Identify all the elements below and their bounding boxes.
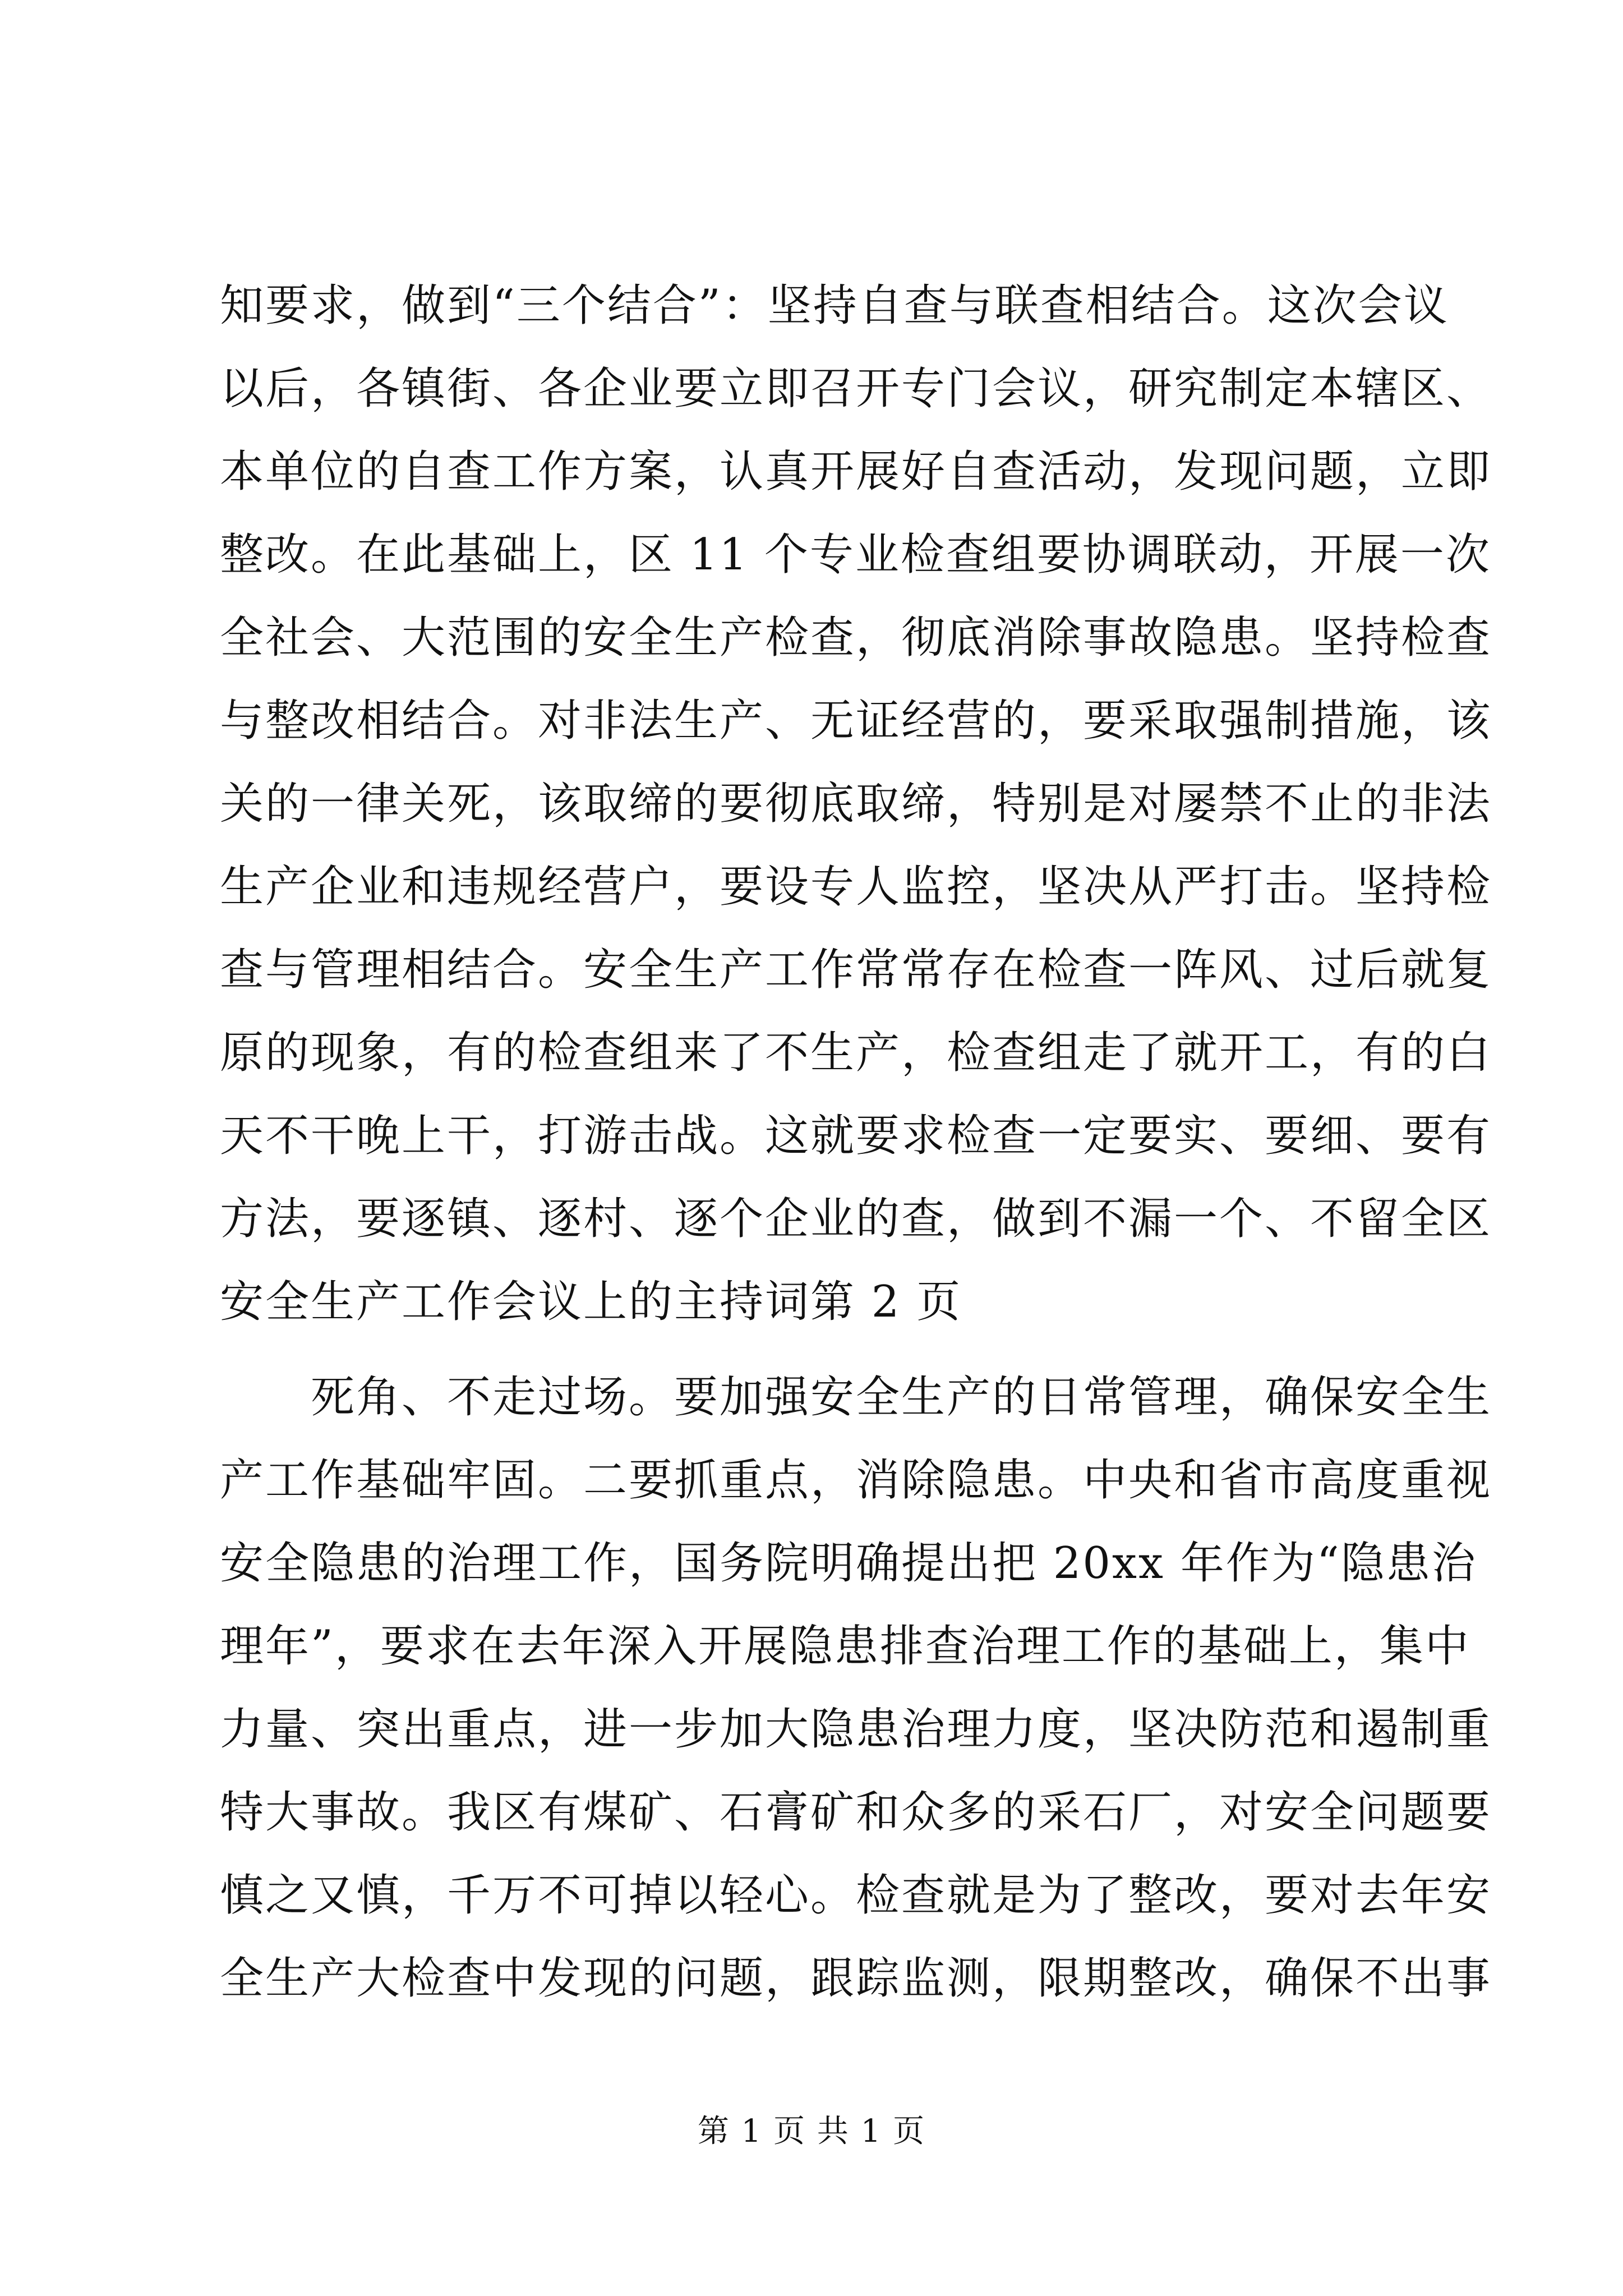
text-line: 理年”，要求在去年深入开展隐患排查治理工作的基础上，集中 — [220, 1621, 1470, 1672]
text-line: 安全隐患的治理工作，国务院明确提出把 20xx 年作为“隐患治 — [220, 1538, 1477, 1589]
text-line: 本单位的自查工作方案，认真开展好自查活动，发现问题，立即 — [220, 447, 1492, 497]
text-line: 原的现象，有的检查组来了不生产，检查组走了就开工，有的白 — [220, 1028, 1492, 1078]
page-marker-line: 安全生产工作会议上的主持词第 2 页 — [220, 1277, 962, 1327]
text-line: 慎之又慎，千万不可掉以轻心。检查就是为了整改，要对去年安 — [220, 1870, 1492, 1921]
text-line: 全生产大检查中发现的问题，跟踪监测，限期整改，确保不出事 — [220, 1953, 1492, 2004]
body-text — [220, 264, 1492, 2004]
text-line: 以后，各镇街、各企业要立即召开专门会议，研究制定本辖区、 — [220, 364, 1492, 414]
text-line: 知要求，做到“三个结合”：坚持自查与联查相结合。这次会议 — [220, 280, 1449, 331]
text-line: 查与管理相结合。安全生产工作常常存在检查一阵风、过后就复 — [220, 945, 1492, 995]
text-line: 产工作基础牢固。二要抓重点，消除隐患。中央和省市高度重视 — [220, 1455, 1492, 1506]
text-line: 全社会、大范围的安全生产检查，彻底消除事故隐患。坚持检查 — [220, 613, 1492, 663]
text-line: 关的一律关死，该取缔的要彻底取缔，特别是对屡禁不止的非法 — [220, 779, 1492, 829]
text-line: 整改。在此基础上，区 11 个专业检查组要协调联动，开展一次 — [220, 530, 1491, 580]
text-line: 生产企业和违规经营户，要设专人监控，坚决从严打击。坚持检 — [220, 862, 1492, 912]
text-line: 与整改相结合。对非法生产、无证经营的，要采取强制措施，该 — [220, 696, 1492, 746]
page-footer: 第 1 页 共 1 页 — [697, 2113, 926, 2150]
text-line: 力量、突出重点，进一步加大隐患治理力度，坚决防范和遏制重 — [220, 1704, 1492, 1755]
text-line: 方法，要逐镇、逐村、逐个企业的查，做到不漏一个、不留全区 — [220, 1194, 1492, 1244]
text-line: 天不干晚上干，打游击战。这就要求检查一定要实、要细、要有 — [220, 1111, 1492, 1161]
text-line: 特大事故。我区有煤矿、石膏矿和众多的采石厂，对安全问题要 — [220, 1787, 1492, 1838]
text-line: 死角、不走过场。要加强安全生产的日常管理，确保安全生 — [311, 1372, 1492, 1423]
